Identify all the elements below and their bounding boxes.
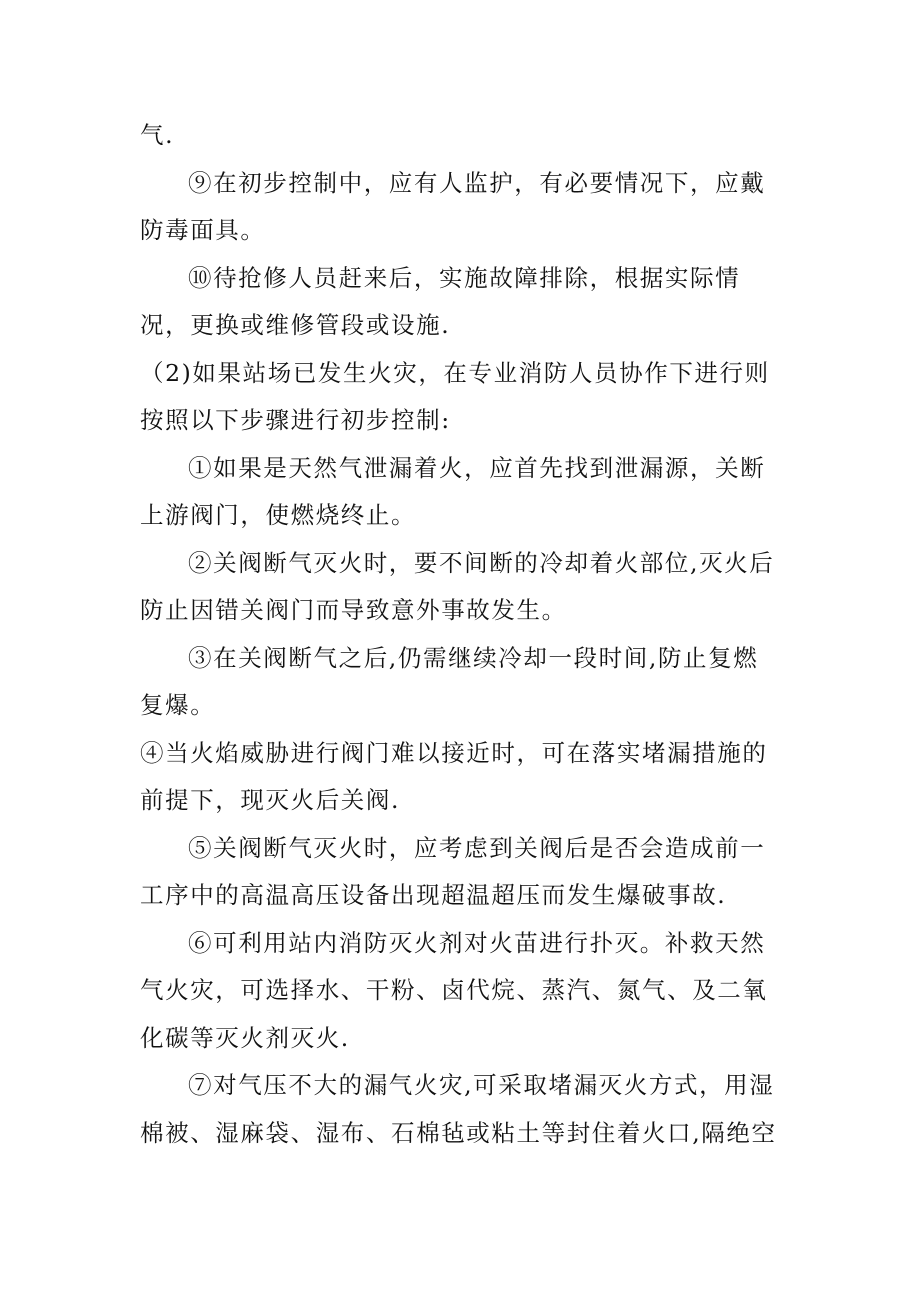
paragraph-step-6: ⑥可利用站内消防灭火剂对火苗进行扑灭。补救天然气火灾，可选择水、干粉、卤代烷、蒸汽、氮气、及二氧化碳等灭火剂灭火.	[140, 928, 768, 1052]
document-body	[140, 112, 780, 1157]
paragraph-step-5: ⑤关阀断气灭火时，应考虑到关阀后是否会造成前一工序中的高温高压设备出现超温超压而发生爆破事故.	[140, 833, 766, 909]
paragraph-item-10: ⑩待抢修人员赶来后，实施故障排除，根据实际情况，更换或维修管段或设施.	[140, 263, 741, 339]
paragraph-step-7: ⑦对气压不大的漏气火灾,可采取堵漏灭火方式，用湿棉被、湿麻袋、湿布、石棉毡或粘土等封住着火口,隔绝空	[140, 1071, 777, 1147]
paragraph-item-9: ⑨在初步控制中，应有人监护，有必要情况下，应戴防毒面具。	[140, 168, 766, 244]
paragraph-step-3: ③在关阀断气之后,仍需继续冷却一段时间,防止复燃复爆。	[140, 643, 759, 719]
paragraph-step-1: ①如果是天然气泄漏着火，应首先找到泄漏源，关断上游阀门，使燃烧终止。	[140, 453, 766, 529]
paragraph-step-2: ②关阀断气灭火时，要不间断的冷却着火部位,灭火后防止因错关阀门而导致意外事故发生。	[140, 548, 775, 624]
paragraph-step-4: ④当火焰威胁进行阀门难以接近时，可在落实堵漏措施的前提下，现灭火后关阀.	[140, 738, 768, 814]
paragraph-section-2: （2)如果站场已发生火灾，在专业消防人员协作下进行则按照以下步骤进行初步控制:	[140, 358, 770, 434]
paragraph-continuation: 气.	[140, 121, 175, 149]
